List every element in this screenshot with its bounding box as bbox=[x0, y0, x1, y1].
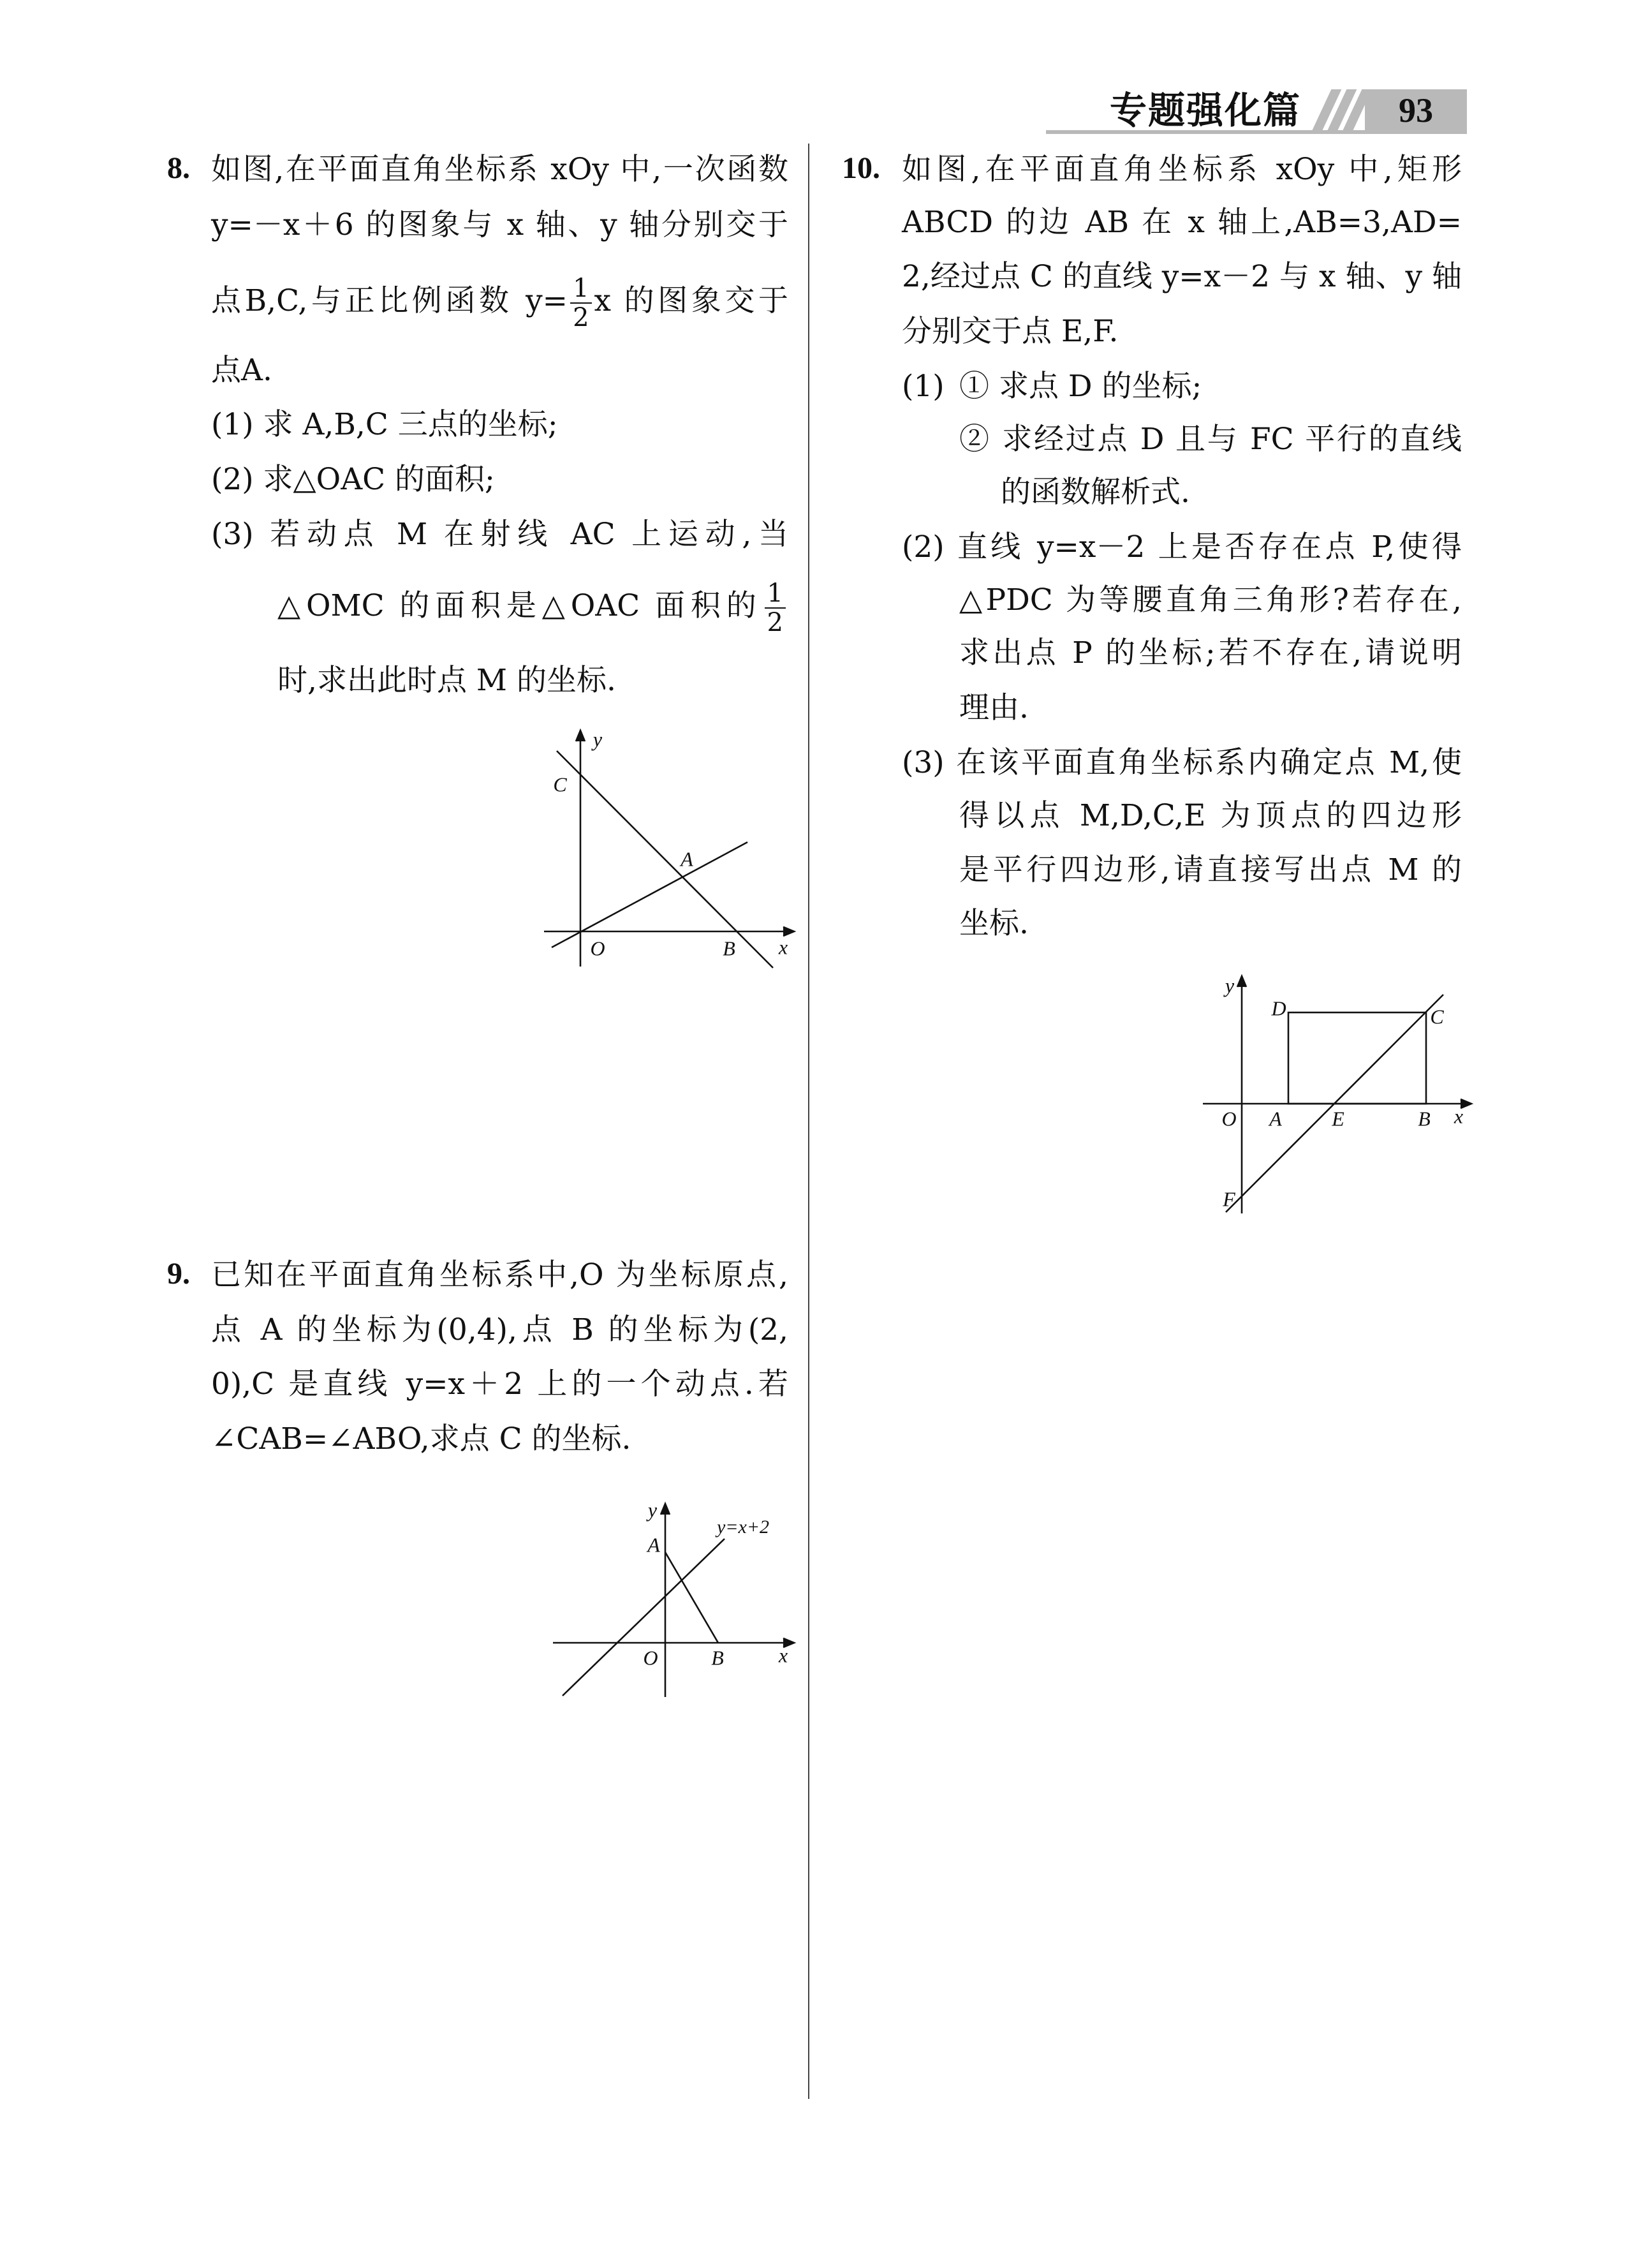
p9-figure bbox=[542, 1480, 810, 1697]
p8-line: 点A. bbox=[211, 353, 272, 388]
numerator: 1 bbox=[570, 274, 591, 304]
label-C: C bbox=[553, 773, 567, 796]
line-CB bbox=[557, 751, 773, 968]
p9-line: 0),C 是直线 y=x＋2 上的一个动点.若 bbox=[211, 1367, 788, 1402]
p10-question-3: 得以点 M,D,C,E 为顶点的四边形 bbox=[959, 798, 1462, 833]
column-divider bbox=[808, 144, 809, 2099]
p8-question-3: (3) 若动点 M 在射线 AC 上运动,当 bbox=[211, 517, 788, 552]
label-O: O bbox=[643, 1646, 658, 1670]
p10-question-3: 是平行四边形,请直接写出点 M 的 bbox=[959, 852, 1462, 887]
p8-figure bbox=[529, 715, 810, 982]
label-y: y bbox=[593, 727, 603, 751]
label-O: O bbox=[590, 937, 605, 960]
p10-line: ABCD 的边 AB 在 x 轴上,AB=3,AD= bbox=[902, 205, 1462, 240]
p10-question-2: △PDC 为等腰直角三角形?若存在, bbox=[959, 582, 1462, 618]
p10-question-1a: ① 求点 D 的坐标; bbox=[959, 369, 1202, 404]
x-axis-arrow-icon bbox=[783, 927, 794, 936]
segment-AB bbox=[665, 1552, 718, 1643]
label-E: E bbox=[1332, 1107, 1344, 1130]
denominator: 2 bbox=[767, 608, 783, 637]
label-A: A bbox=[1269, 1107, 1282, 1130]
label-x: x bbox=[1454, 1104, 1464, 1128]
p8-line-fraction bbox=[277, 579, 788, 637]
p8-question-2: (2) 求△OAC 的面积; bbox=[211, 462, 495, 497]
p8-line: 时,求出此时点 M 的坐标. bbox=[277, 663, 616, 698]
p10-question-1-label: (1) bbox=[902, 369, 945, 404]
label-B: B bbox=[1418, 1107, 1431, 1130]
p8-question-1: (1) 求 A,B,C 三点的坐标; bbox=[211, 407, 558, 442]
p10-question-1b: 的函数解析式. bbox=[1001, 475, 1190, 510]
label-O: O bbox=[1221, 1107, 1237, 1130]
section-title: 专题强化篇 bbox=[1109, 89, 1301, 132]
p10-question-1b: ② 求经过点 D 且与 FC 平行的直线 bbox=[959, 422, 1462, 457]
p9-line: ∠CAB=∠ABO,求点 C 的坐标. bbox=[211, 1421, 631, 1456]
label-F: F bbox=[1223, 1187, 1235, 1211]
p9-line: 点 A 的坐标为(0,4),点 B 的坐标为(2, bbox=[211, 1312, 788, 1347]
p8-text: △OMC 的面积是△OAC 面积的 bbox=[277, 588, 762, 623]
page-number: 93 bbox=[1399, 91, 1433, 130]
label-A: A bbox=[681, 847, 693, 871]
label-x: x bbox=[778, 935, 788, 959]
label-B: B bbox=[711, 1646, 724, 1670]
label-y: y bbox=[1225, 974, 1235, 997]
p10-question-3: (3) 在该平面直角坐标系内确定点 M,使 bbox=[902, 745, 1462, 780]
fraction-one-half bbox=[765, 579, 786, 637]
p8-line-fraction bbox=[211, 274, 789, 332]
label-y: y bbox=[647, 1498, 658, 1522]
p8-text: x 的图象交于 bbox=[594, 283, 789, 318]
p10-question-2: 求出点 P 的坐标;若不存在,请说明 bbox=[959, 635, 1462, 671]
p8-line: y=－x＋6 的图象与 x 轴、y 轴分别交于 bbox=[211, 207, 788, 242]
p10-question-3: 坐标. bbox=[959, 906, 1029, 941]
p8-line: 如图,在平面直角坐标系 xOy 中,一次函数 bbox=[211, 152, 788, 187]
y-axis-arrow-icon bbox=[661, 1504, 670, 1515]
rectangle-ABCD bbox=[1288, 1012, 1426, 1104]
label-line-equation: y=x+2 bbox=[716, 1516, 770, 1538]
label-B: B bbox=[723, 937, 735, 960]
label-D: D bbox=[1271, 997, 1286, 1020]
denominator: 2 bbox=[573, 303, 589, 332]
fraction-one-half bbox=[570, 274, 591, 332]
p9-line: 已知在平面直角坐标系中,O 为坐标原点, bbox=[211, 1257, 788, 1293]
y-axis-arrow-icon bbox=[576, 730, 585, 741]
label-x: x bbox=[778, 1643, 788, 1667]
label-C: C bbox=[1430, 1005, 1444, 1028]
label-A: A bbox=[647, 1533, 660, 1557]
p8-text: 点B,C,与正比例函数 y= bbox=[211, 283, 568, 318]
problem-10-number: 10. bbox=[842, 151, 880, 185]
p10-line: 分别交于点 E,F. bbox=[902, 314, 1119, 349]
p10-line: 2,经过点 C 的直线 y=x－2 与 x 轴、y 轴 bbox=[902, 259, 1462, 294]
p10-question-2: (2) 直线 y=x－2 上是否存在点 P,使得 bbox=[902, 530, 1462, 565]
p10-question-2: 理由. bbox=[959, 690, 1029, 725]
p10-figure bbox=[1180, 957, 1473, 1225]
line-y-x-plus-2 bbox=[563, 1539, 725, 1696]
p10-line: 如图,在平面直角坐标系 xOy 中,矩形 bbox=[902, 152, 1462, 187]
problem-9-number: 9. bbox=[167, 1257, 190, 1291]
numerator: 1 bbox=[765, 579, 786, 609]
problem-8-number: 8. bbox=[167, 151, 190, 185]
y-axis-arrow-icon bbox=[1237, 976, 1246, 987]
